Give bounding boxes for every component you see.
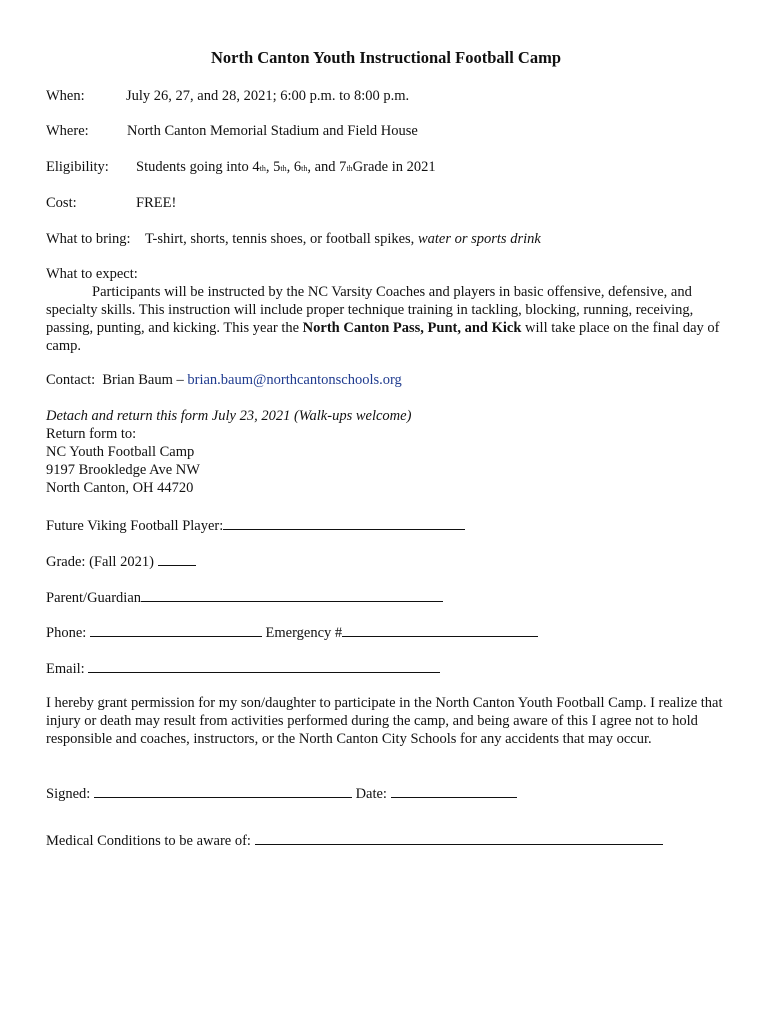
when-row (46, 87, 410, 105)
contact-label: Contact: (46, 372, 96, 388)
expect-text-end: will take place on the final day of camp. (46, 320, 720, 354)
return-to-label: Return form to: (46, 426, 137, 442)
grade-label: Grade: (Fall 2021) (46, 554, 154, 570)
contact-email-link[interactable]: brian.baum@northcantonschools.org (187, 372, 402, 388)
expect-paragraph (46, 283, 724, 355)
cost-label: Cost: (46, 195, 77, 211)
contact-row (46, 371, 402, 389)
email-input-line[interactable] (88, 658, 440, 673)
date-input-line[interactable] (391, 783, 517, 798)
eligibility-row (46, 158, 436, 176)
ordinal-suffix: th (259, 164, 266, 173)
email-field (46, 658, 440, 678)
signature-field (46, 783, 517, 803)
signature-input-line[interactable] (94, 783, 352, 798)
where-row (46, 122, 418, 140)
parent-field (46, 587, 443, 607)
expect-bold-text: North Canton Pass, Punt, and Kick (302, 320, 522, 336)
player-label: Future Viking Football Player: (46, 518, 224, 534)
eligibility-grade-5: , 5 (265, 159, 281, 175)
contact-name: Brian Baum – (102, 372, 184, 388)
medical-field (46, 830, 663, 850)
eligibility-grade-7: , and 7 (307, 159, 347, 175)
eligibility-text-suffix: Grade in 2021 (352, 159, 436, 175)
where-label: Where: (46, 123, 89, 139)
emergency-label: Emergency # (265, 625, 343, 641)
phone-label: Phone: (46, 625, 87, 641)
medical-input-line[interactable] (255, 830, 663, 845)
medical-label: Medical Conditions to be aware of: (46, 833, 251, 849)
eligibility-text-prefix: Students going into 4 (136, 159, 260, 175)
return-address-line-1: NC Youth Football Camp (46, 444, 195, 460)
bring-label: What to bring: (46, 231, 131, 247)
player-input-line[interactable] (223, 515, 465, 530)
date-label: Date: (355, 786, 387, 802)
return-address-line-3: North Canton, OH 44720 (46, 480, 194, 496)
bring-value (145, 230, 541, 248)
signed-label: Signed: (46, 786, 91, 802)
expect-label: What to expect: (46, 266, 138, 282)
ordinal-suffix: th (280, 164, 287, 173)
eligibility-value (136, 158, 436, 178)
permission-paragraph: I hereby grant permission for my son/daughter to participate in the North Canton Youth Football Camp. I realize that injury or death may result from activities performed during the camp, and being aware of this I agree not to hold responsible and coaches, instructors, or the North Canton City Schools for any accidents that may occur. (46, 695, 723, 747)
cost-value: FREE! (136, 195, 177, 211)
ordinal-suffix: th (301, 164, 308, 173)
when-label: When: (46, 88, 85, 104)
return-address-line-2: 9197 Brookledge Ave NW (46, 462, 200, 478)
ordinal-suffix: th (346, 164, 353, 173)
expect-text: Participants will be instructed by the NC Varsity Coaches and players in basic offensive, defensive, and specialty skills. This instruction will include proper technique training in tackling, blocking, running, receiving, passing, punting, and kicking. This year the (46, 284, 694, 336)
grade-input-line[interactable] (158, 551, 196, 566)
parent-input-line[interactable] (141, 587, 443, 602)
bring-italic-text: water or sports drink (417, 231, 541, 247)
parent-label: Parent/Guardian (46, 590, 142, 606)
eligibility-label: Eligibility: (46, 159, 109, 175)
page-title: North Canton Youth Instructional Football Camp (210, 48, 562, 67)
detach-note: Detach and return this form July 23, 2021 (Walk-ups welcome) (46, 408, 412, 424)
phone-input-line[interactable] (90, 622, 262, 637)
eligibility-grade-6: , 6 (286, 159, 302, 175)
cost-row (46, 194, 177, 212)
grade-field (46, 551, 196, 571)
email-label: Email: (46, 661, 85, 677)
bring-text: T-shirt, shorts, tennis shoes, or football spikes, (145, 231, 415, 247)
emergency-input-line[interactable] (342, 622, 538, 637)
when-value: July 26, 27, and 28, 2021; 6:00 p.m. to 8:00 p.m. (126, 88, 410, 104)
where-value: North Canton Memorial Stadium and Field House (127, 123, 418, 139)
bring-row (46, 230, 541, 248)
phone-field (46, 622, 538, 642)
player-field (46, 515, 465, 535)
